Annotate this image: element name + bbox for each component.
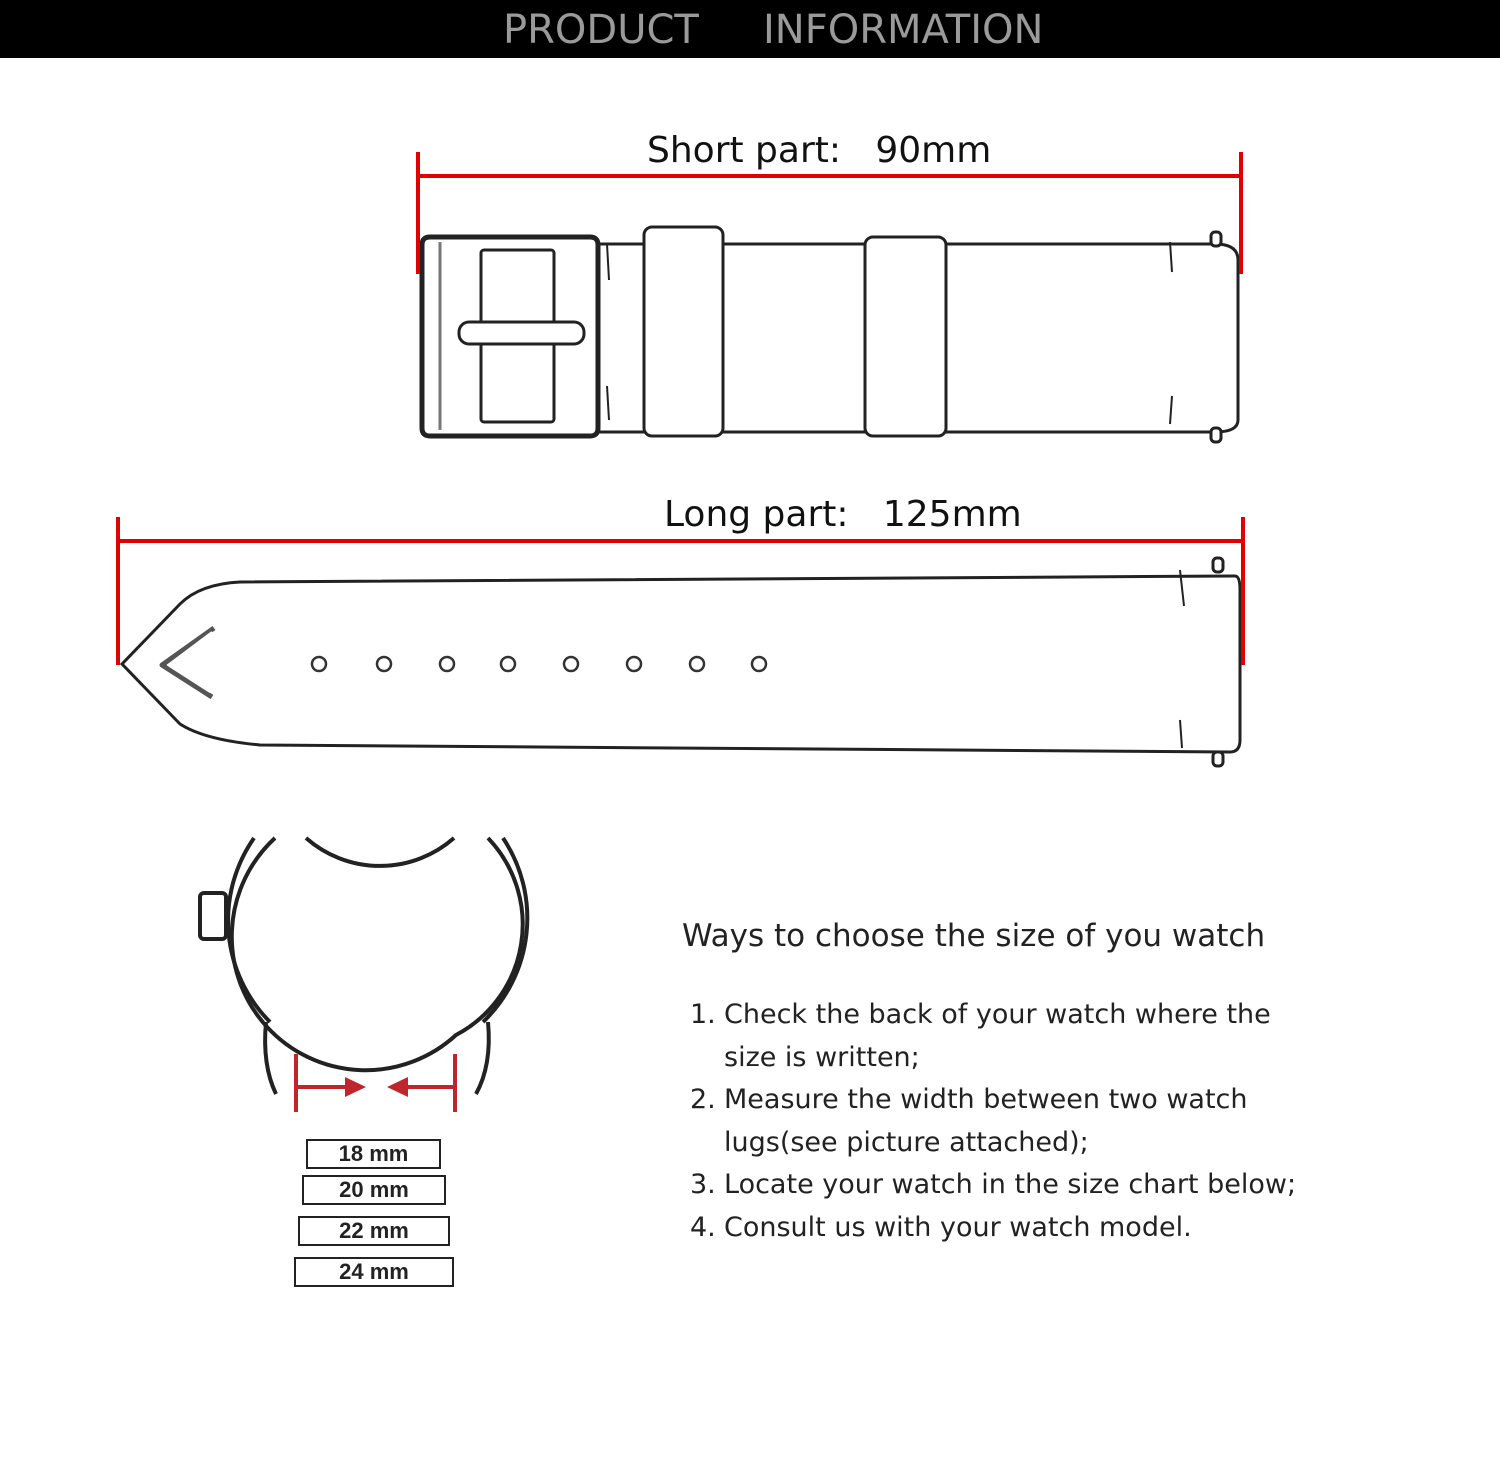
guide-step-number: 1. — [690, 999, 716, 1030]
guide-step-1 — [690, 994, 1296, 1079]
long-part-label — [658, 494, 1028, 535]
size-guide-title: Ways to choose the size of you watch — [682, 918, 1266, 954]
watch-case-drawing — [200, 838, 527, 1094]
short-part-value: 90mm — [875, 130, 992, 171]
strap-hole — [312, 657, 326, 671]
guide-step-number: 2. — [690, 1084, 716, 1115]
short-strap-drawing — [422, 227, 1238, 442]
size-guide-steps — [690, 994, 1296, 1249]
guide-step-4 — [690, 1207, 1296, 1250]
strap-hole — [752, 657, 766, 671]
guide-step-text: Check the back of your watch where the — [724, 999, 1271, 1030]
strap-hole — [627, 657, 641, 671]
strap-hole — [690, 657, 704, 671]
long-strap-drawing — [122, 558, 1240, 766]
long-part-label-text: Long part: — [664, 494, 849, 535]
guide-step-text: Consult us with your watch model. — [724, 1211, 1192, 1243]
strap-hole — [440, 657, 454, 671]
guide-step-3 — [690, 1164, 1296, 1207]
guide-step-text: Measure the width between two watch — [724, 1084, 1248, 1115]
guide-step-number: 3. — [690, 1169, 716, 1200]
guide-step-text: Locate your watch in the size chart below; — [724, 1169, 1297, 1200]
size-chart-box-22: 22 mm — [298, 1216, 450, 1246]
strap-hole — [377, 657, 391, 671]
short-part-label — [641, 130, 997, 171]
size-chart-box-24: 24 mm — [294, 1257, 454, 1287]
header-title-information: INFORMATION — [763, 7, 1044, 53]
long-part-value: 125mm — [882, 494, 1022, 535]
short-part-label-text: Short part: — [647, 130, 842, 171]
guide-step-text-cont: lugs(see picture attached); — [724, 1126, 1089, 1158]
strap-hole — [564, 657, 578, 671]
guide-step-2 — [690, 1079, 1296, 1164]
strap-hole — [501, 657, 515, 671]
header-title-product: PRODUCT — [503, 7, 699, 53]
guide-step-number: 4. — [690, 1211, 716, 1243]
guide-step-text-cont: size is written; — [724, 1041, 920, 1073]
size-chart-box-18: 18 mm — [306, 1139, 441, 1169]
size-chart-box-20: 20 mm — [302, 1175, 446, 1205]
